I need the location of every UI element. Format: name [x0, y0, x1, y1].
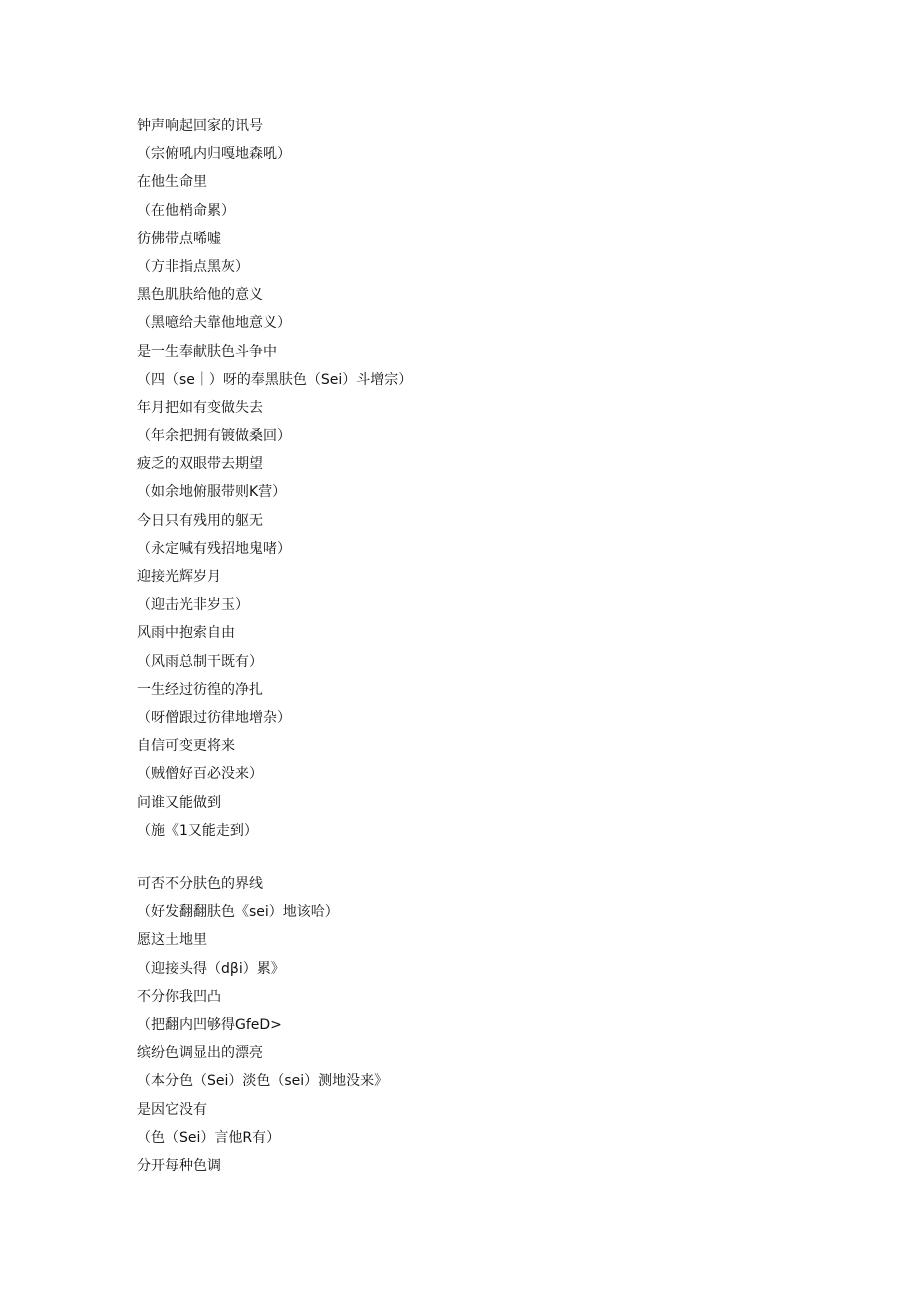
lyric-line: （黑噫给夫靠他地意义）	[137, 315, 291, 332]
lyric-line: 在他生命里	[137, 174, 207, 191]
lyric-line: 愿这土地里	[137, 932, 207, 949]
lyric-line: （呀僧跟过彷律地增杂）	[137, 709, 291, 726]
lyric-line: 风雨中抱索自由	[137, 625, 235, 642]
lyric-line: （永定喊有残招地鬼啫）	[137, 540, 291, 557]
lyrics-section-1	[137, 112, 837, 845]
lyric-line: 缤纷色调显出的漂亮	[137, 1045, 263, 1062]
lyric-line: 不分你我凹凸	[137, 988, 221, 1005]
lyric-line: （年余把拥有镀做桑回）	[137, 428, 291, 445]
lyric-line: （迎击光非岁玉）	[137, 597, 249, 614]
lyric-line: 今日只有残用的躯无	[137, 512, 263, 529]
lyric-line: 年月把如有变做失去	[137, 399, 263, 416]
lyric-line: （如余地俯服带则K营）	[137, 484, 287, 501]
lyric-line: 是一生奉献肤色斗争中	[137, 343, 277, 360]
lyric-line: 疲乏的双眼带去期望	[137, 456, 263, 473]
lyric-line: （色（Sei）言他R有）	[137, 1129, 281, 1146]
lyric-line: 可否不分肤色的界线	[137, 876, 263, 892]
lyric-line: （贼僧好百必没来）	[137, 766, 263, 783]
lyric-line: 黑色肌肤给他的意义	[137, 287, 263, 304]
lyric-line: 是因它没有	[137, 1101, 207, 1118]
lyrics-section-2	[137, 870, 837, 1180]
lyric-line: 分开每种色调	[137, 1157, 221, 1174]
lyric-line: （施《1又能走到）	[137, 822, 258, 839]
lyric-line: 问谁又能做到	[137, 794, 221, 811]
lyric-line: 钟声响起回家的讯号	[137, 118, 263, 134]
lyric-line: （风雨总制干既有）	[137, 653, 263, 670]
lyric-line: 彷佛带点唏嘘	[137, 230, 221, 247]
lyric-line: （本分色（Sei）淡色（sei）测地没来》	[137, 1073, 389, 1090]
lyric-line: （方非指点黑灰）	[137, 258, 249, 275]
lyric-line: （把翻内凹够得GfeD>	[137, 1016, 282, 1033]
lyric-line: 一生经过彷徨的净扎	[137, 681, 263, 698]
lyric-line: （宗俯吼内归嘎地森吼）	[137, 146, 291, 163]
lyric-line: （好发翻翻肤色《sei）地该哈）	[137, 904, 339, 921]
lyric-line: 自信可变更将来	[137, 738, 235, 755]
lyric-line: （迎接头得（dβi）累》	[137, 960, 285, 977]
lyric-line: （在他梢命累）	[137, 202, 235, 219]
lyric-line: 迎接光辉岁月	[137, 569, 221, 585]
lyric-line: （四（se｜）呀的奉黑肤色（Sei）斗增宗）	[137, 371, 413, 388]
